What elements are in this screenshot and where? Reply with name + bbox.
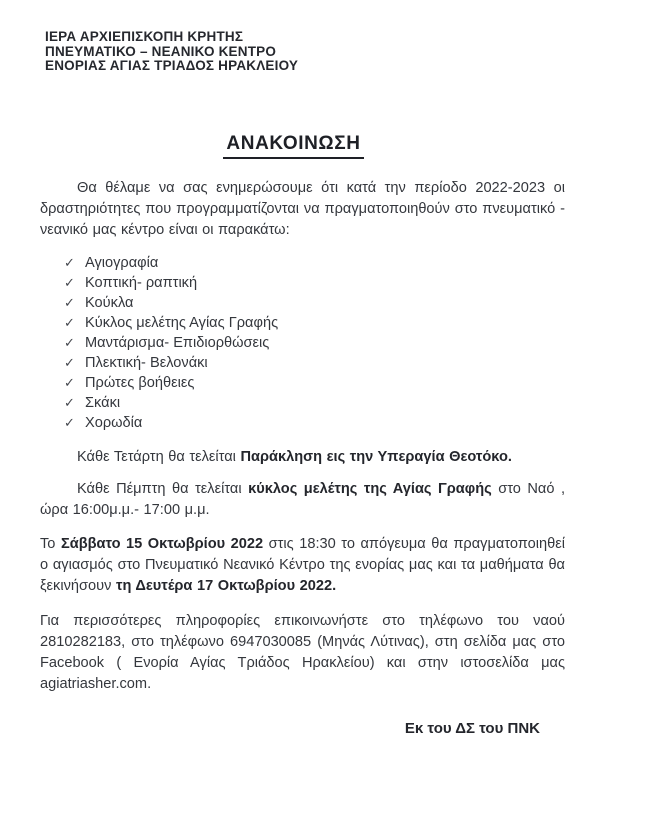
bold-text-run: κύκλος μελέτης της Αγίας Γραφής: [248, 480, 492, 497]
activity-item: [64, 273, 565, 293]
org-name-line: ΙΕΡΑ ΑΡΧΙΕΠΙΣΚΟΠΗ ΚΡΗΤΗΣ: [45, 29, 244, 44]
signature: Εκ του ΔΣ του ΠΝΚ: [404, 719, 540, 737]
org-name-line: ΠΝΕΥΜΑΤΙΚΟ – ΝΕΑΝΙΚΟ ΚΕΝΤΡΟ: [45, 43, 277, 59]
bold-text-run: τη Δευτέρα 17 Οκτωβρίου 2022.: [115, 577, 337, 594]
activity-label: Χορωδία: [85, 414, 143, 431]
text-run: στο Ναό , ώρα 16:00μ.μ.- 17:00 μ.μ.: [40, 480, 566, 518]
check-icon: ✓: [64, 294, 75, 310]
activities-list: [40, 253, 565, 433]
activity-item: [64, 333, 565, 353]
thursday-paragraph: [40, 479, 565, 521]
check-icon: ✓: [64, 314, 75, 330]
activity-label: Πλεκτική- Βελονάκι: [85, 354, 208, 371]
check-icon: ✓: [64, 334, 75, 350]
text-run: Το: [40, 535, 61, 552]
text-run: Για περισσότερες πληροφορίες επικοινωνήστε στο τηλέφωνο του ναού 2810282183, στο τηλέφωνο 6947030085 (Μηνάς Λύτινας), στη σελίδα μας στο Facebook ( Ενορία Αγίας Τριάδος Ηρακλείου) και στην ιστοσελίδα μας agiatriasher.com.: [40, 612, 565, 692]
contact-paragraph: [40, 611, 565, 695]
announcement-title: ΑΝΑΚΟΙΝΩΣΗ: [223, 132, 363, 159]
activity-item: [64, 253, 565, 273]
activity-item: [64, 293, 565, 313]
activity-item: [64, 313, 565, 333]
activity-item: [64, 353, 565, 373]
check-icon: ✓: [64, 254, 75, 270]
activity-label: Κούκλα: [85, 294, 134, 311]
activity-label: Μαντάρισμα- Επιδιορθώσεις: [85, 334, 270, 351]
activity-label: Κύκλος μελέτης Αγίας Γραφής: [85, 314, 279, 331]
title-row: [40, 132, 565, 159]
text-run: Κάθε Πέμπτη θα τελείται: [77, 480, 249, 497]
intro-paragraph: Θα θέλαμε να σας ενημερώσουμε ότι κατά την περίοδο 2022-2023 οι δραστηριότητες που προγραμματίζονται να πραγματοποιηθούν στο πνευματικό - νεανικό μας κέντρο είναι οι παρακάτω:: [40, 179, 565, 238]
activity-label: Σκάκι: [85, 394, 121, 411]
text-run: Κάθε Τετάρτη θα τελείται: [77, 448, 241, 465]
activity-label: Πρώτες βοήθειες: [85, 374, 195, 391]
org-header: [40, 30, 565, 74]
bold-text-run: Παράκληση εις την Υπεραγία Θεοτόκο.: [240, 448, 512, 465]
check-icon: ✓: [64, 414, 75, 430]
activity-label: Αγιογραφία: [85, 254, 159, 271]
org-name-line: ΕΝΟΡΙΑΣ ΑΓΙΑΣ ΤΡΙΑΔΟΣ ΗΡΑΚΛΕΙΟΥ: [45, 58, 299, 73]
text-run: στις 18:30 το απόγευμα θα πραγματοποιηθεί ο αγιασμός στο Πνευματικό Νεανικό Κέντρο της ενορίας μας και τα μαθήματα θα ξεκινήσουν: [40, 535, 565, 594]
check-icon: ✓: [64, 374, 75, 390]
check-icon: ✓: [64, 394, 75, 410]
activity-item: [64, 393, 565, 413]
check-icon: ✓: [64, 274, 75, 290]
wednesday-paragraph: [40, 447, 565, 468]
activity-item: [64, 413, 565, 433]
saturday-paragraph: [40, 534, 565, 597]
check-icon: ✓: [64, 354, 75, 370]
activity-item: [64, 373, 565, 393]
bold-text-run: Σάββατο 15 Οκτωβρίου 2022: [60, 535, 264, 552]
activity-label: Κοπτική- ραπτική: [85, 274, 198, 291]
